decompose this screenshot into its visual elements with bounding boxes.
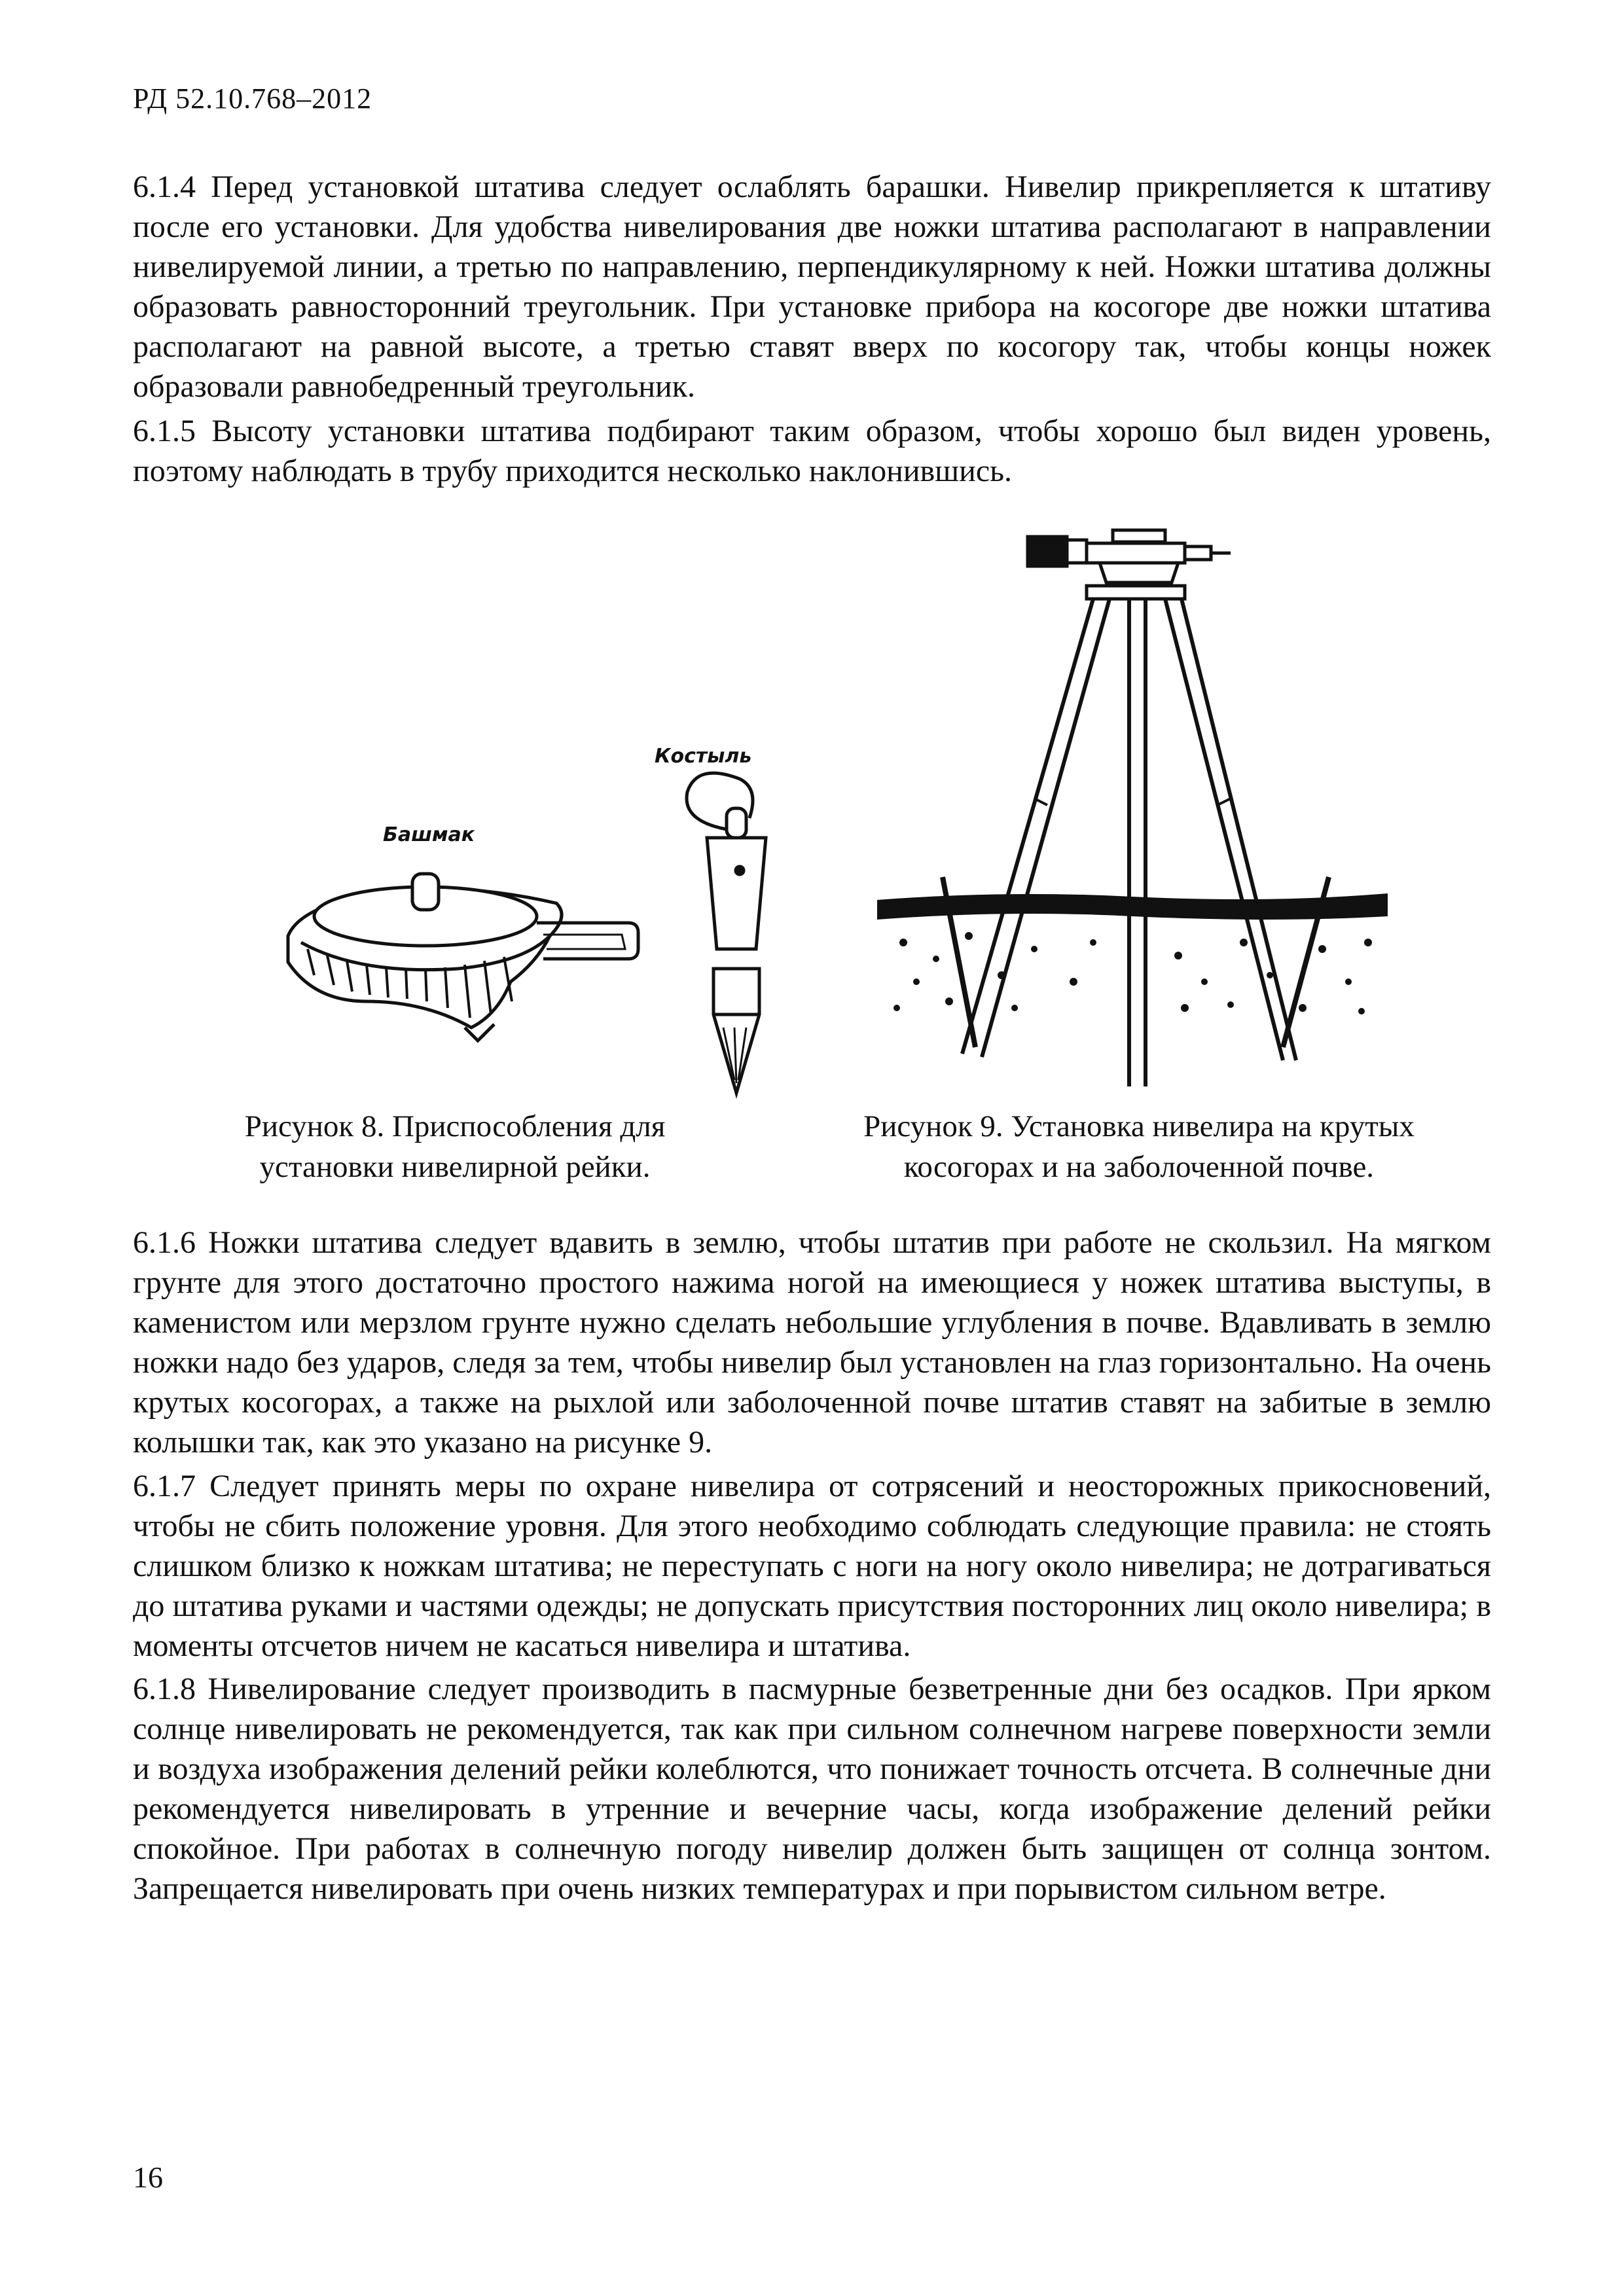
tripod-legs bbox=[962, 599, 1296, 1086]
paragraph-6-1-5: 6.1.5 Высоту установки штатива подбирают таким образом, чтобы хорошо был виден уровень, поэтому наблюдать в трубу приходится несколько наклонившись. bbox=[133, 414, 1491, 488]
figure-9-illustration bbox=[877, 524, 1388, 1100]
figure-9-caption bbox=[825, 1106, 1453, 1187]
page-number: 16 bbox=[133, 2161, 163, 2194]
paragraph-6-1-6: 6.1.6 Ножки штатива следует вдавить в землю, чтобы штатив при работе не скользил. На мягком грунте для этого достаточно простого нажима ногой на имеющиеся у ножек штатива выступы, в каменистом или мерзлом грунте нужно сделать небольшие углубления в почве. Вдавливать в землю ножки надо без ударов, следя за тем, чтобы нивелир был установлен на глаз горизонтально. На очень крутых косогорах, а также на рыхлой или заболоченной почве штатив ставят на забитые в землю колышки так, как это указано на рисунке 9. bbox=[133, 1225, 1491, 1460]
figure-8-caption bbox=[216, 1106, 694, 1187]
figure-8-caption-line-2: установки нивелирной рейки. bbox=[259, 1150, 651, 1184]
figure-9-drawing bbox=[877, 524, 1388, 1100]
paragraph-6-1-4: 6.1.4 Перед установкой штатива следует ослаблять барашки. Нивелир прикрепляется к штативу после его установки. Для удобства нивелирования две ножки штатива располагают в направлении нивелируемой линии, а третью по направлению, перпендикулярному к ней. Ножки штатива должны образовать равносторонний треугольник. При установке прибора на косогоре две ножки штатива располагают на равной высоте, а третью ставят вверх по косогору так, чтобы концы ножек образовали равнобедренный треугольник. bbox=[133, 170, 1491, 404]
figure-8-caption-line-1: Рисунок 8. Приспособления для bbox=[244, 1109, 666, 1143]
ground-surface bbox=[877, 893, 1388, 1014]
shoe-drawing bbox=[288, 874, 638, 1041]
crutch-label: Костыль bbox=[655, 745, 752, 768]
level-instrument bbox=[1028, 530, 1231, 599]
figure-8-drawing bbox=[262, 726, 884, 1106]
paragraph-6-1-8: 6.1.8 Нивелирование следует производить в пасмурные безветренные дни без осадков. При ярком солнце нивелировать не рекомендуется, так как при сильном солнечном нагреве поверхности земли и воздуха изображения делений рейки колеблются, что понижает точность отсчета. В солнечные дни рекомендуется нивелировать в утренние и вечерние часы, когда изображение делений рейки спокойное. При работах в солнечную погоду нивелир должен быть защищен от солнца зонтом. Запрещается нивелировать при очень низких температурах и при порывистом сильном ветре. bbox=[133, 1672, 1491, 1906]
shoe-label: Башмак bbox=[383, 823, 475, 846]
paragraph-6-1-7: 6.1.7 Следует принять меры по охране нивелира от сотрясений и неосторожных прикосновений, чтобы не сбить положение уровня. Для этого необходимо соблюдать следующие правила: не стоять слишком близко к ножкам штатива; не переступать с ноги на ногу около нивелира; не дотрагиваться до штатива руками и частями одежды; не допускать присутствия посторонних лиц около нивелира; в моменты отсчетов ничем не касаться нивелира и штатива. bbox=[133, 1469, 1491, 1663]
figure-9-caption-line-2: косогорах и на заболоченной почве. bbox=[903, 1150, 1375, 1184]
document-code: РД 52.10.768–2012 bbox=[133, 82, 372, 115]
crutch-drawing bbox=[687, 773, 766, 1093]
figure-9-caption-line-1: Рисунок 9. Установка нивелира на крутых bbox=[863, 1109, 1415, 1143]
figure-8-illustration bbox=[262, 726, 884, 1106]
